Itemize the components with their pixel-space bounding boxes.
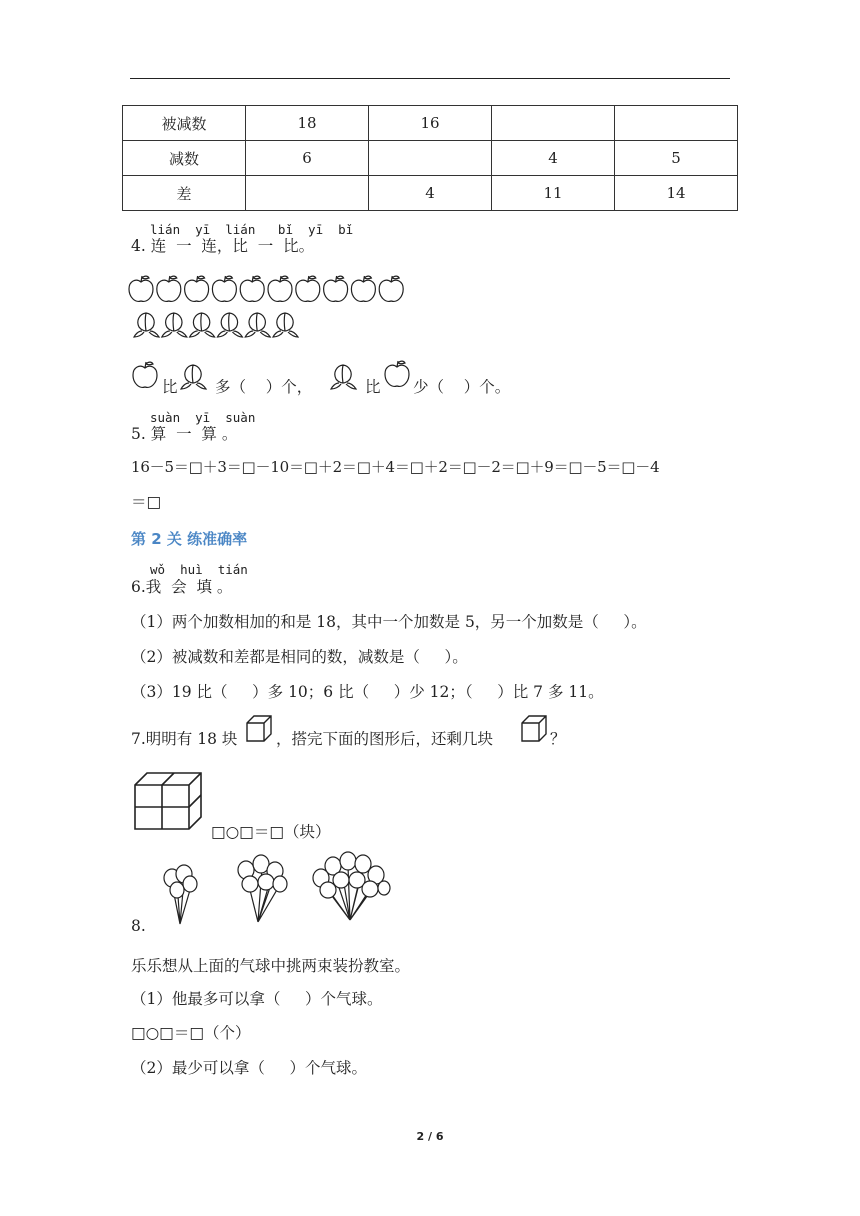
q4-compare-part3: 比 [365, 378, 381, 396]
q7-title-part3: ？ [550, 730, 566, 748]
table-cell [492, 106, 615, 141]
table-cell: 4 [492, 141, 615, 176]
apple-icon [268, 276, 292, 301]
q6-item2: （2）被减数和差都是相同的数，减数是（ ）。 [131, 648, 468, 666]
apple-icon [324, 276, 348, 301]
row-header-cell: 被减数 [123, 106, 246, 141]
apple-row [129, 276, 403, 301]
q7-title-part2: ，搭完下面的图形后，还剩几块 [276, 730, 494, 748]
apple-icon [379, 276, 403, 301]
peach-icon [273, 313, 298, 337]
table-cell [615, 106, 738, 141]
q4-compare-part1: 比 [162, 378, 178, 396]
table-row [123, 176, 738, 211]
q5-chain-line1: 16－5＝□＋3＝□－10＝□＋2＝□＋4＝□＋2＝□－2＝□＋9＝□－5＝□－4 [131, 458, 660, 476]
peach-icon [134, 313, 159, 337]
peach-icon [245, 313, 270, 337]
balloon-bunch-medium [238, 855, 287, 922]
subtraction-table [122, 105, 738, 211]
q7-title-part1: 7.明明有 18 块 [131, 730, 238, 748]
row-header-cell: 差 [123, 176, 246, 211]
apple-icon [212, 276, 236, 301]
table-cell: 6 [246, 141, 369, 176]
apple-icon [383, 356, 413, 390]
q5-pinyin: suàn yī suàn [150, 410, 256, 425]
peach-icon [180, 361, 210, 391]
peach-icon [162, 313, 187, 337]
header-rule [130, 78, 730, 79]
peach-icon [181, 365, 206, 389]
q6-pinyin: wǒ huì tián [150, 562, 248, 577]
table-cell: 11 [492, 176, 615, 211]
table-cell: 14 [615, 176, 738, 211]
q4-pinyin: lián yī lián bǐ yī bǐ [150, 222, 354, 237]
apple-icon [129, 276, 153, 301]
cube-stack-figure [133, 771, 203, 833]
q4-title: 4. 连 一 连，比 一 比。 [131, 237, 315, 255]
table-cell [246, 176, 369, 211]
section-heading: 第 2 关 练准确率 [131, 530, 248, 548]
balloon-bunch-small [164, 865, 197, 924]
q6-item1: （1）两个加数相加的和是 18，其中一个加数是 5，另一个加数是（ ）。 [131, 613, 647, 631]
peach-icon [330, 361, 360, 391]
q8-number: 8. [131, 917, 146, 935]
table-cell: 4 [369, 176, 492, 211]
q8-item2: （2）最少可以拿（ ）个气球。 [131, 1059, 367, 1077]
q6-item3: （3）19 比（ ）多 10；6 比（ ）少 12；（ ）比 7 多 11。 [131, 683, 604, 701]
q5-title: 5. 算 一 算 。 [131, 425, 238, 443]
page-number: 2 / 6 [416, 1130, 444, 1143]
apple-icon [240, 276, 264, 301]
row-header-cell: 减数 [123, 141, 246, 176]
table-row [123, 106, 738, 141]
q5-chain-line2: ＝□ [131, 493, 162, 511]
apple-icon [385, 361, 409, 386]
peach-icon [217, 313, 242, 337]
q8-equation: □○□＝□（个） [131, 1024, 251, 1042]
table-row [123, 141, 738, 176]
q6-title: 6.我 会 填 。 [131, 578, 233, 596]
apple-icon [131, 358, 161, 390]
apple-icon [296, 276, 320, 301]
balloon-bunch-large [313, 852, 390, 920]
peach-icon [190, 313, 215, 337]
cube-icon [244, 713, 274, 743]
table-cell [369, 141, 492, 176]
apple-icon [185, 276, 209, 301]
apple-icon [351, 276, 375, 301]
q4-compare-part2: 多（ ）个， [215, 378, 313, 396]
q8-item1: （1）他最多可以拿（ ）个气球。 [131, 990, 383, 1008]
table-cell: 18 [246, 106, 369, 141]
table-cell: 5 [615, 141, 738, 176]
q7-equation: □○□＝□（块） [211, 823, 331, 841]
apple-icon [133, 362, 157, 387]
table-cell: 16 [369, 106, 492, 141]
cube-icon [519, 713, 549, 743]
peach-row [134, 313, 298, 337]
peach-icon [331, 365, 356, 389]
q8-intro: 乐乐想从上面的气球中挑两束装扮教室。 [131, 957, 411, 975]
balloon-bunches-illustration [158, 852, 398, 932]
apples-peaches-illustration [128, 272, 428, 342]
q4-compare-part4: 少（ ）个。 [413, 378, 511, 396]
apple-icon [157, 276, 181, 301]
